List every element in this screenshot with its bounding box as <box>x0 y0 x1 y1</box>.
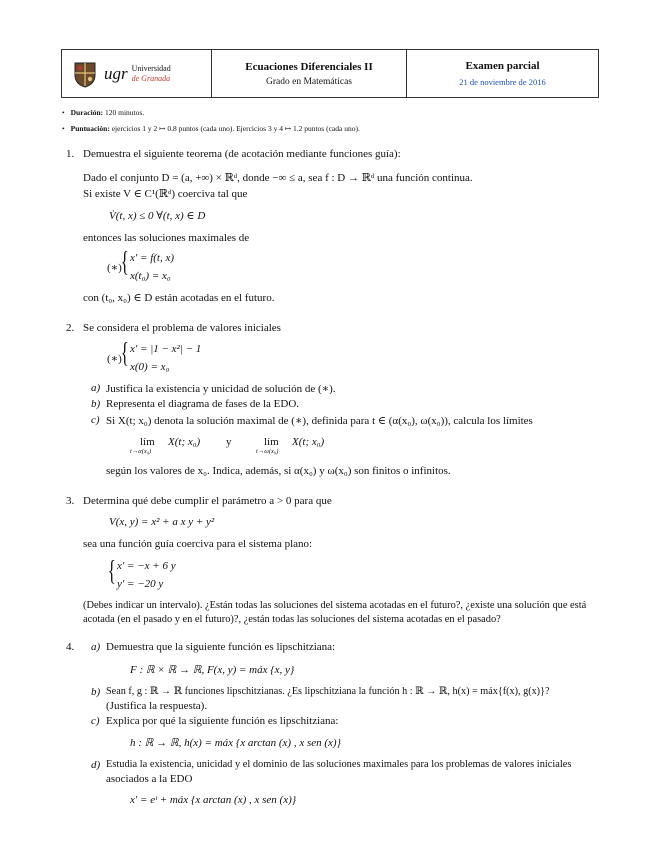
university-name: Universidad de Granada <box>131 63 171 83</box>
item-label: c) <box>91 414 100 426</box>
problem-2c: Si X(t; x₀) denota la solución maximal de (∗), definida para t ∈ (α(x₀), ω(x₀)), calcula los límites <box>106 415 533 427</box>
item-label: b) <box>91 686 101 698</box>
score-info: • Puntuación: ejercicios 1 y 2 ↦ 0.8 puntos (cada uno). Ejercicios 3 y 4 ↦ 1.2 puntos (cada uno). <box>62 124 360 133</box>
exam-header <box>61 49 599 98</box>
exam-date: 21 de noviembre de 2016 <box>459 77 546 87</box>
problem-4a: Demuestra que la siguiente función es lipschitziana: <box>106 641 336 653</box>
problem-1-equation: V̇(t, x) ≤ 0 ∀(t, x) ∈ D <box>109 210 206 222</box>
problem-3-line: acotada (en el pasado y en el futuro)?, ¿están todas las soluciones del sistema acotadas en el pasado? <box>83 614 501 625</box>
limit-subscript: t→ω(x₀) <box>256 448 279 455</box>
problem-4d-cont: asociados a la EDO <box>106 773 193 785</box>
limit-expression: X(t; x₀) <box>168 436 201 448</box>
limit-symbol: lím <box>140 436 155 448</box>
problem-1-star: (∗) <box>107 262 122 274</box>
problem-4d-equation: x′ = eᵗ + máx {x arctan (x) , x sen (x)} <box>130 794 297 806</box>
problem-3-title: Determina qué debe cumplir el parámetro a > 0 para que <box>83 495 332 507</box>
brace-icon: { <box>107 556 116 587</box>
problem-1-number: 1. <box>66 148 75 160</box>
problem-3-system-eq: x′ = −x + 6 y <box>117 560 176 572</box>
problem-2c-cont: según los valores de x₀. Indica, además, si α(x₀) y ω(x₀) son finitos o infinitos. <box>106 465 451 477</box>
item-label: d) <box>91 759 101 771</box>
degree-name: Grado en Matemáticas <box>266 76 352 87</box>
item-label: c) <box>91 715 100 727</box>
problem-2-number: 2. <box>66 322 75 334</box>
item-label: a) <box>91 382 101 394</box>
brace-icon: { <box>120 247 129 278</box>
problem-1-system-eq: x(t₀) = x₀ <box>130 270 171 282</box>
problem-3-equation: V(x, y) = x² + a x y + y² <box>109 516 215 528</box>
problem-2a: Justifica la existencia y unicidad de solución de (∗). <box>106 383 336 395</box>
limit-subscript: t→α(x₀) <box>130 448 152 455</box>
logo-text: ugr <box>104 63 128 83</box>
duration-info: • Duración: 120 minutos. <box>62 108 144 117</box>
problem-4c: Explica por qué la siguiente función es lipschitziana: <box>106 715 339 727</box>
problem-3-system-eq: y′ = −20 y <box>117 578 164 590</box>
problem-4c-equation: h : ℝ → ℝ, h(x) = máx {x arctan (x) , x sen (x)} <box>130 737 341 749</box>
problem-1-line: Si existe V ∈ C¹(ℝᵈ) coerciva tal que <box>83 188 248 200</box>
problem-4a-equation: F : ℝ × ℝ → ℝ, F(x, y) = máx {x, y} <box>130 664 295 676</box>
exam-title: Examen parcial <box>465 60 540 72</box>
problem-1-line: entonces las soluciones maximales de <box>83 232 250 244</box>
problem-3-line: sea una función guía coerciva para el sistema plano: <box>83 538 313 550</box>
problem-4-number: 4. <box>66 641 75 653</box>
brace-icon: { <box>120 338 129 369</box>
problem-2-title: Se considera el problema de valores iniciales <box>83 322 281 334</box>
problem-1-system-eq: x′ = f(t, x) <box>130 252 175 264</box>
problem-1-line: con (t₀, x₀) ∈ D están acotadas en el futuro. <box>83 292 275 304</box>
crest-icon <box>70 59 100 89</box>
problem-2-system-eq: x(0) = x₀ <box>130 361 170 373</box>
problem-4b-cont: (Justifica la respuesta). <box>106 700 208 712</box>
problem-1-title: Demuestra el siguiente teorema (de acotación mediante funciones guía): <box>83 148 401 160</box>
problem-2-star: (∗) <box>107 353 122 365</box>
problem-3-line: (Debes indicar un intervalo). ¿Están todas las soluciones del sistema acotadas en el futuro?, ¿existe una solución que está <box>83 600 587 611</box>
course-cell <box>212 50 407 97</box>
item-label: b) <box>91 398 101 410</box>
limit-connector: y <box>226 436 232 448</box>
limit-expression: X(t; x₀) <box>292 436 325 448</box>
problem-2b: Representa el diagrama de fases de la EDO. <box>106 398 300 410</box>
university-logo <box>62 50 212 97</box>
limit-symbol: lím <box>264 436 279 448</box>
problem-4b: Sean f, g : ℝ → ℝ funciones lipschitzianas. ¿Es lipschitziana la función h : ℝ → ℝ, h(x) = máx{f(x), g(x)}? <box>106 686 550 697</box>
problem-4d: Estudia la existencia, unicidad y el dominio de las soluciones maximales para los problemas de valores iniciales <box>106 759 572 770</box>
item-label: a) <box>91 641 101 653</box>
exam-cell <box>407 50 598 97</box>
problem-1-line: Dado el conjunto D = (a, +∞) × ℝᵈ, donde −∞ ≤ a, sea f : D → ℝᵈ una función continua. <box>83 172 473 184</box>
course-title: Ecuaciones Diferenciales II <box>245 60 373 73</box>
problem-3-number: 3. <box>66 495 75 507</box>
problem-2-system-eq: x′ = |1 − x²| − 1 <box>130 343 202 355</box>
